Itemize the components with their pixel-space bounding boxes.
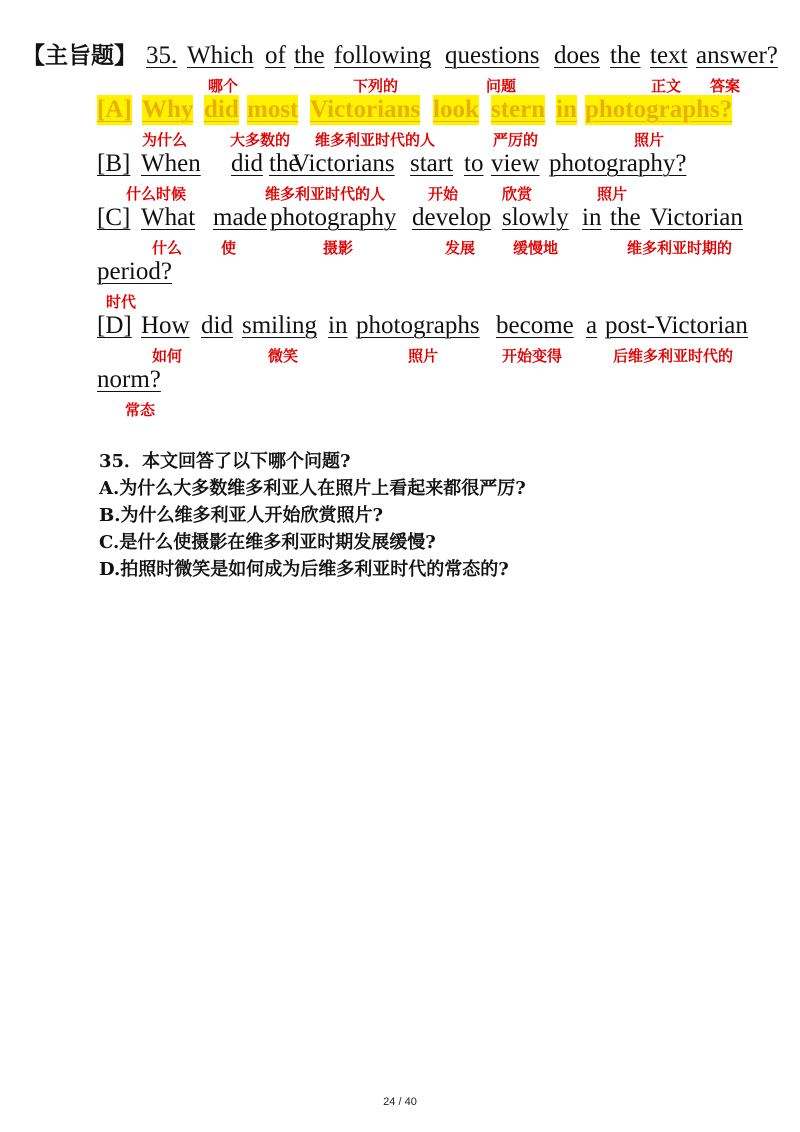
gloss: 维多利亚时代的人: [315, 131, 436, 149]
option-letter: [B]: [97, 150, 131, 177]
option-word: stern: [491, 96, 546, 123]
option-word: How: [141, 312, 190, 339]
gloss: 微笑: [268, 347, 299, 365]
translation-line: C.是什么使摄影在维多利亚时期发展缓慢?: [99, 532, 436, 553]
gloss: 什么: [152, 239, 183, 257]
stem-word: following: [334, 42, 432, 69]
gloss: 为什么: [142, 131, 188, 149]
option-word: When: [141, 150, 201, 177]
option-word: become: [496, 312, 574, 339]
option-word: did: [231, 150, 263, 177]
option-word: norm?: [97, 366, 161, 393]
gloss: 如何: [152, 347, 183, 365]
translation-line: B.为什么维多利亚人开始欣赏照片?: [99, 505, 384, 526]
stem-word: answer?: [696, 42, 778, 69]
stem-word: does: [554, 42, 600, 69]
gloss: 照片: [634, 131, 665, 149]
option-word: photography: [270, 204, 397, 231]
gloss: 严厉的: [493, 131, 539, 149]
option-word: Victorians: [292, 150, 395, 177]
option-b: [0, 149, 800, 181]
option-d: [0, 311, 800, 343]
option-word: most: [247, 96, 299, 123]
gloss: 使: [221, 239, 237, 257]
option-word: develop: [412, 204, 492, 231]
option-letter: [C]: [97, 204, 131, 231]
option-word: the: [269, 150, 300, 177]
gloss: 下列的: [353, 77, 399, 95]
option-word: photographs: [356, 312, 480, 339]
gloss: 时代: [106, 293, 137, 311]
option-word: did: [201, 312, 233, 339]
option-word: Why: [142, 96, 194, 123]
option-word: Victorians: [310, 96, 421, 123]
question-stem: [0, 41, 800, 73]
option-word: photography?: [549, 150, 687, 177]
option-word: photographs?: [585, 96, 733, 123]
option-word: did: [204, 96, 239, 123]
option-d-continued: [0, 365, 800, 397]
page-number: 24 / 40: [383, 1096, 417, 1108]
gloss: 后维多利亚时代的: [613, 347, 734, 365]
option-word: look: [433, 96, 479, 123]
gloss: 欣赏: [502, 185, 533, 203]
gloss: 维多利亚时期的: [627, 239, 733, 257]
gloss: 维多利亚时代的人: [265, 185, 386, 203]
option-word: period?: [97, 258, 172, 285]
question-type-tag: 【主旨题】: [22, 43, 137, 69]
translation-line: A.为什么大多数维多利亚人在照片上看起来都很严厉?: [99, 478, 526, 499]
option-word: slowly: [502, 204, 569, 231]
option-letter: [D]: [97, 312, 132, 339]
gloss: 照片: [408, 347, 439, 365]
translation-title: 35．本文回答了以下哪个问题?: [99, 451, 351, 472]
option-word: What: [141, 204, 196, 231]
option-letter: [A]: [97, 96, 132, 123]
gloss: 什么时候: [126, 185, 187, 203]
option-c: [0, 203, 800, 235]
option-word: to: [464, 150, 484, 177]
option-word: view: [491, 150, 540, 177]
option-c-continued: [0, 257, 800, 289]
gloss: 照片: [597, 185, 628, 203]
option-word: the: [610, 204, 641, 231]
gloss: 缓慢地: [513, 239, 559, 257]
option-word: smiling: [242, 312, 318, 339]
option-word: start: [410, 150, 454, 177]
option-word: post-Victorian: [605, 312, 748, 339]
gloss: 正文: [651, 77, 682, 95]
option-word: in: [556, 96, 577, 123]
stem-word: Which: [187, 42, 254, 69]
stem-word: the: [294, 42, 325, 69]
gloss: 哪个: [208, 77, 239, 95]
gloss: 开始变得: [502, 347, 563, 365]
gloss: 常态: [125, 401, 156, 419]
stem-word: the: [610, 42, 641, 69]
gloss: 大多数的: [230, 131, 291, 149]
option-word: in: [582, 204, 602, 231]
option-word: a: [586, 312, 598, 339]
option-word: made: [213, 204, 268, 231]
stem-word: text: [650, 42, 688, 69]
question-number: 35.: [146, 42, 178, 69]
gloss: 开始: [428, 185, 459, 203]
option-word: Victorian: [650, 204, 743, 231]
gloss: 答案: [710, 77, 741, 95]
stem-word: of: [265, 42, 286, 69]
option-a: [0, 95, 800, 127]
gloss: 摄影: [323, 239, 354, 257]
option-word: in: [328, 312, 348, 339]
translation-line: D.拍照时微笑是如何成为后维多利亚时代的常态的?: [99, 559, 509, 580]
gloss: 发展: [445, 239, 476, 257]
gloss: 问题: [486, 77, 517, 95]
stem-word: questions: [445, 42, 540, 69]
